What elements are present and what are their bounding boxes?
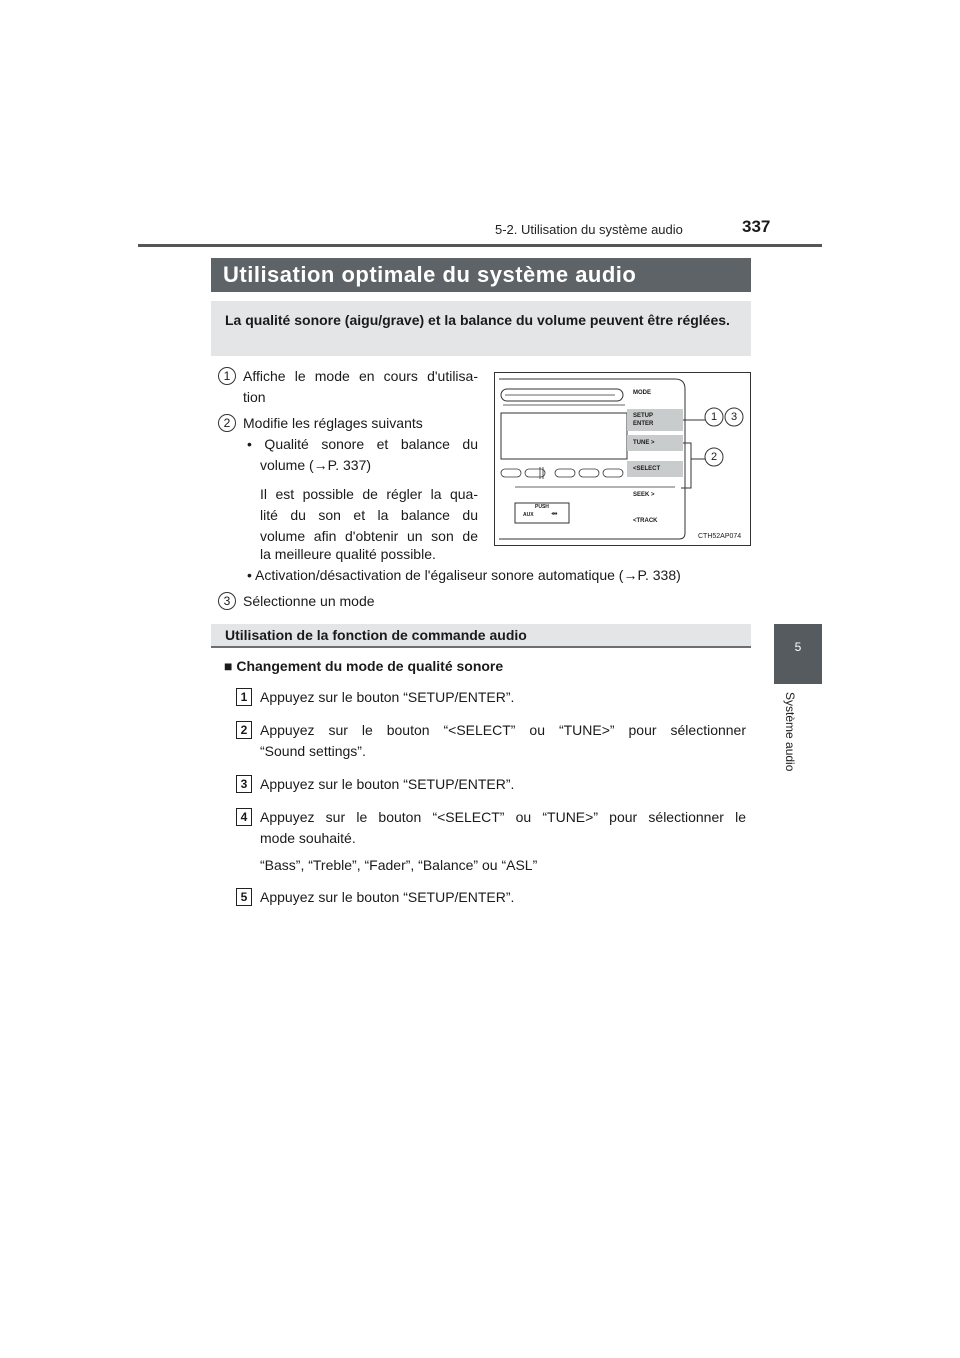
- step-3-text: Appuyez sur le bouton “SETUP/ENTER”.: [260, 776, 515, 792]
- step-number-3: 3: [236, 775, 252, 793]
- callout-1: 1: [710, 411, 718, 423]
- step-number-1: 1: [236, 688, 252, 706]
- step-4-line-2: mode souhaité.: [260, 830, 356, 846]
- callout-3: 3: [730, 411, 738, 423]
- step-4-line-1: Appuyez sur le bouton “<SELECT” ou “TUNE>” pour sélectionner le: [260, 809, 746, 825]
- step-number-4: 4: [236, 808, 252, 826]
- item-number-1: 1: [218, 367, 236, 385]
- push-label: PUSH: [535, 504, 549, 510]
- setup-label: SETUP: [633, 413, 654, 419]
- callout-2: 2: [710, 451, 718, 463]
- step-2-line-2: “Sound settings”.: [260, 743, 366, 759]
- header-rule: [138, 244, 822, 247]
- step-2-line-1: Appuyez sur le bouton “<SELECT” ou “TUNE>” pour sélectionner: [260, 722, 746, 738]
- section-reference: 5-2. Utilisation du système audio: [495, 222, 683, 237]
- heading-marker: ■: [224, 658, 233, 674]
- step-1-text: Appuyez sur le bouton “SETUP/ENTER”.: [260, 689, 515, 705]
- step-number-2: 2: [236, 721, 252, 739]
- chapter-tab: [774, 624, 822, 684]
- page-title: Utilisation optimale du système audio: [211, 258, 751, 292]
- seek-button: SEEK >: [633, 492, 655, 498]
- heading-text: Changement du mode de qualité sonore: [236, 658, 504, 674]
- item-1-line-1: Affiche le mode en cours d'utilisa-: [243, 368, 478, 384]
- item-2-bullet-1-line-1: • Qualité sonore et balance du: [247, 436, 478, 452]
- enter-label: ENTER: [633, 421, 654, 427]
- subsection-heading: [224, 656, 503, 677]
- item-2-bullet-1-line-2: volume (→P. 337): [260, 457, 372, 473]
- setup-enter-button: [627, 409, 683, 431]
- figure-code: CTH52AP074: [698, 533, 742, 540]
- item-2-note-line-1: Il est possible de régler la qua-: [260, 486, 478, 502]
- page-number: 337: [742, 217, 771, 236]
- usb-icon: ⇴: [551, 509, 558, 518]
- track-button: <TRACK: [633, 518, 658, 524]
- item-2-note-line-4: la meilleure qualité possible.: [260, 546, 436, 562]
- mode-button-label: MODE: [633, 390, 651, 396]
- chapter-tab-number: 5: [794, 640, 802, 654]
- chapter-tab-label: Système audio: [783, 692, 797, 772]
- select-button: <SELECT: [627, 461, 683, 477]
- aux-label: AUX: [523, 512, 534, 518]
- subsection-title: Utilisation de la fonction de commande audio: [211, 624, 751, 648]
- tune-button: TUNE >: [627, 435, 683, 451]
- item-2-note-line-2: lité du son et la balance du: [260, 507, 478, 523]
- step-number-5: 5: [236, 888, 252, 906]
- item-2-bullet-2: • Activation/désactivation de l'égaliseur sonore automatique (→P. 338): [247, 567, 681, 583]
- item-number-3: 3: [218, 592, 236, 610]
- item-1-line-2: tion: [243, 389, 266, 405]
- step-5-text: Appuyez sur le bouton “SETUP/ENTER”.: [260, 889, 515, 905]
- intro-box: La qualité sonore (aigu/grave) et la balance du volume peuvent être réglées.: [211, 301, 751, 356]
- step-4-extra: “Bass”, “Treble”, “Fader”, “Balance” ou “ASL”: [260, 857, 538, 873]
- item-number-2: 2: [218, 414, 236, 432]
- item-2-text: Modifie les réglages suivants: [243, 415, 423, 431]
- item-3-text: Sélectionne un mode: [243, 593, 375, 609]
- audio-panel-figure: [494, 372, 751, 546]
- item-2-note-line-3: volume afin d'obtenir un son de: [260, 528, 478, 544]
